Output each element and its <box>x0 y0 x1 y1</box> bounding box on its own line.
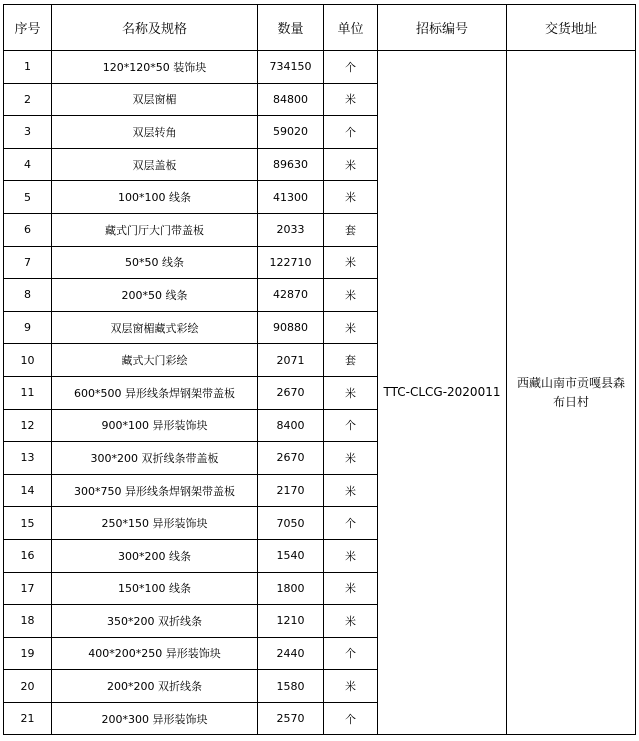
table-body <box>4 51 636 735</box>
row-qty-cell: 1210 <box>258 605 324 638</box>
row-qty-cell: 2670 <box>258 442 324 475</box>
row-name-cell: 900*100 异形装饰块 <box>52 409 258 442</box>
row-unit-cell: 米 <box>324 311 378 344</box>
address-text: 西藏山南市贡嘎县森布日村 <box>516 375 625 409</box>
row-name-cell: 150*100 线条 <box>52 572 258 605</box>
row-name-cell: 双层转角 <box>52 116 258 149</box>
header-row <box>4 5 636 51</box>
row-unit-cell: 米 <box>324 83 378 116</box>
row-qty-cell: 41300 <box>258 181 324 214</box>
row-name-cell: 300*200 线条 <box>52 539 258 572</box>
row-no-cell: 2 <box>4 83 52 116</box>
row-qty-cell: 1800 <box>258 572 324 605</box>
row-unit-cell: 套 <box>324 213 378 246</box>
row-qty-cell: 90880 <box>258 311 324 344</box>
row-unit-cell: 个 <box>324 507 378 540</box>
row-unit-cell: 米 <box>324 246 378 279</box>
row-name-cell: 200*50 线条 <box>52 279 258 312</box>
row-name-cell: 双层窗楣藏式彩绘 <box>52 311 258 344</box>
row-unit-cell: 米 <box>324 148 378 181</box>
procurement-table <box>3 4 636 735</box>
row-name-cell: 600*500 异形线条焊钢架带盖板 <box>52 376 258 409</box>
row-name-cell: 双层窗楣 <box>52 83 258 116</box>
table-row <box>4 51 636 84</box>
row-unit-cell: 个 <box>324 409 378 442</box>
row-no-cell: 20 <box>4 670 52 703</box>
row-no-cell: 8 <box>4 279 52 312</box>
row-unit-cell: 米 <box>324 539 378 572</box>
row-no-cell: 10 <box>4 344 52 377</box>
row-no-cell: 19 <box>4 637 52 670</box>
row-no-cell: 13 <box>4 442 52 475</box>
row-unit-cell: 套 <box>324 344 378 377</box>
header-no: 序号 <box>4 5 52 51</box>
row-unit-cell: 米 <box>324 572 378 605</box>
row-qty-cell: 2170 <box>258 474 324 507</box>
row-name-cell: 藏式门厅大门带盖板 <box>52 213 258 246</box>
row-qty-cell: 8400 <box>258 409 324 442</box>
row-no-cell: 11 <box>4 376 52 409</box>
row-name-cell: 350*200 双折线条 <box>52 605 258 638</box>
row-no-cell: 16 <box>4 539 52 572</box>
row-qty-cell: 84800 <box>258 83 324 116</box>
row-unit-cell: 米 <box>324 605 378 638</box>
row-qty-cell: 1540 <box>258 539 324 572</box>
row-name-cell: 400*200*250 异形装饰块 <box>52 637 258 670</box>
row-no-cell: 5 <box>4 181 52 214</box>
row-unit-cell: 米 <box>324 376 378 409</box>
row-name-cell: 100*100 线条 <box>52 181 258 214</box>
row-no-cell: 21 <box>4 702 52 735</box>
address-cell <box>507 51 636 735</box>
header-name: 名称及规格 <box>52 5 258 51</box>
row-qty-cell: 2440 <box>258 637 324 670</box>
row-unit-cell: 个 <box>324 637 378 670</box>
row-no-cell: 3 <box>4 116 52 149</box>
row-name-cell: 300*200 双折线条带盖板 <box>52 442 258 475</box>
row-name-cell: 120*120*50 装饰块 <box>52 51 258 84</box>
header-address: 交货地址 <box>507 5 636 51</box>
row-qty-cell: 42870 <box>258 279 324 312</box>
row-no-cell: 14 <box>4 474 52 507</box>
row-qty-cell: 2071 <box>258 344 324 377</box>
row-unit-cell: 个 <box>324 702 378 735</box>
row-name-cell: 200*300 异形装饰块 <box>52 702 258 735</box>
row-qty-cell: 2570 <box>258 702 324 735</box>
row-qty-cell: 59020 <box>258 116 324 149</box>
row-unit-cell: 米 <box>324 474 378 507</box>
row-no-cell: 18 <box>4 605 52 638</box>
row-name-cell: 藏式大门彩绘 <box>52 344 258 377</box>
row-qty-cell: 7050 <box>258 507 324 540</box>
row-qty-cell: 2033 <box>258 213 324 246</box>
row-unit-cell: 米 <box>324 442 378 475</box>
header-qty: 数量 <box>258 5 324 51</box>
row-no-cell: 1 <box>4 51 52 84</box>
row-no-cell: 4 <box>4 148 52 181</box>
row-unit-cell: 米 <box>324 670 378 703</box>
row-qty-cell: 2670 <box>258 376 324 409</box>
row-name-cell: 300*750 异形线条焊钢架带盖板 <box>52 474 258 507</box>
row-no-cell: 17 <box>4 572 52 605</box>
row-unit-cell: 米 <box>324 181 378 214</box>
row-name-cell: 250*150 异形装饰块 <box>52 507 258 540</box>
row-qty-cell: 734150 <box>258 51 324 84</box>
header-unit: 单位 <box>324 5 378 51</box>
row-unit-cell: 米 <box>324 279 378 312</box>
row-qty-cell: 89630 <box>258 148 324 181</box>
row-unit-cell: 个 <box>324 51 378 84</box>
bid-no-cell: TTC-CLCG-2020011 <box>378 51 507 735</box>
row-no-cell: 9 <box>4 311 52 344</box>
row-unit-cell: 个 <box>324 116 378 149</box>
row-qty-cell: 122710 <box>258 246 324 279</box>
header-bid-no: 招标编号 <box>378 5 507 51</box>
row-name-cell: 50*50 线条 <box>52 246 258 279</box>
row-no-cell: 15 <box>4 507 52 540</box>
row-no-cell: 6 <box>4 213 52 246</box>
row-qty-cell: 1580 <box>258 670 324 703</box>
row-no-cell: 7 <box>4 246 52 279</box>
row-no-cell: 12 <box>4 409 52 442</box>
row-name-cell: 200*200 双折线条 <box>52 670 258 703</box>
row-name-cell: 双层盖板 <box>52 148 258 181</box>
